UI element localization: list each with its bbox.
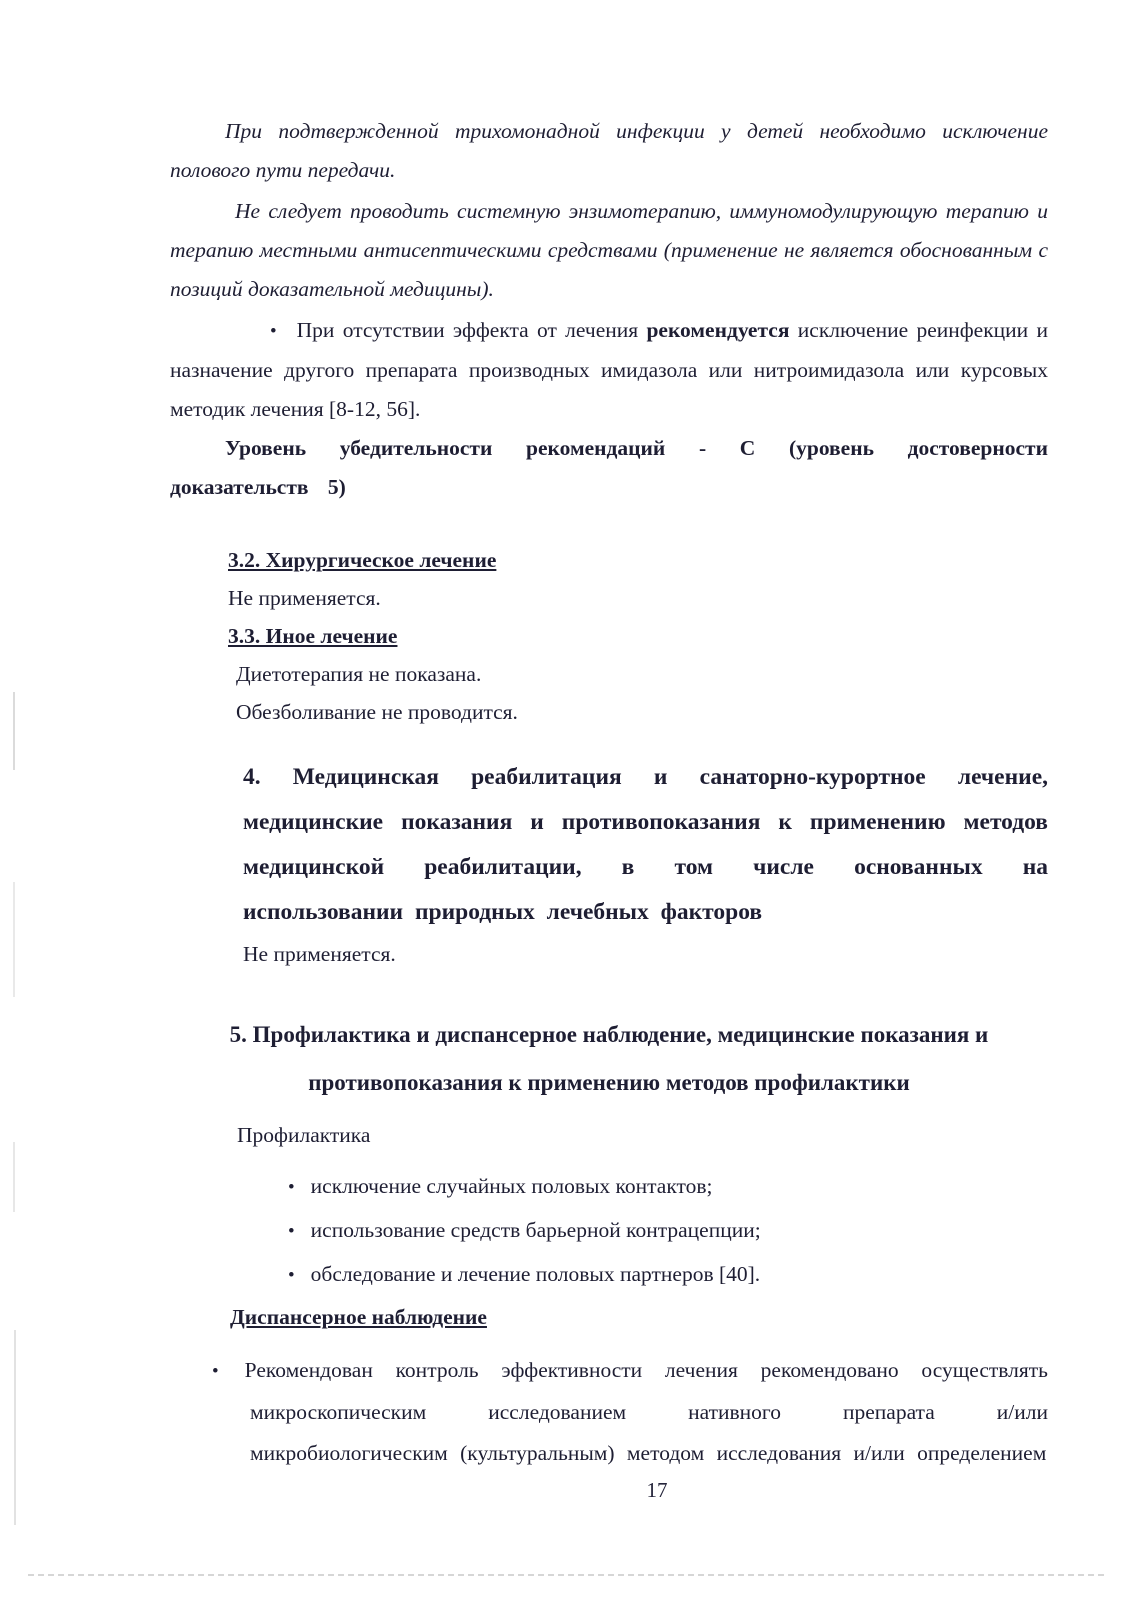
paragraph-transmission-exclusion: При подтвержденной трихомонадной инфекции у детей необходимо исключение полового пути передачи. xyxy=(170,119,1048,182)
bullet-icon: • xyxy=(212,1361,219,1382)
dispensary-observation-title: Диспансерное наблюдение xyxy=(230,1305,487,1329)
section-3-3-line-diet: Диетотерапия не показана. xyxy=(236,662,482,686)
scan-artifact-bottom-line xyxy=(28,1574,1104,1576)
section-5-title: 5. Профилактика и диспансерное наблюдение, медицинские показания и противопоказания к применению методов профилактики xyxy=(229,1022,989,1095)
scan-artifact-left-edge xyxy=(13,692,15,770)
prevention-item-partners xyxy=(288,1253,1048,1297)
bullet-icon: • xyxy=(270,321,277,342)
prevention-item-text: исключение случайных половых контактов; xyxy=(310,1174,713,1198)
recommendation-text-post: исключение реинфекции и назначение другого препарата производных имидазола или нитроимидазола или курсовых методик лечения [8-12, 56]. xyxy=(170,318,1048,421)
prevention-item-text: обследование и лечение половых партнеров [40]. xyxy=(310,1262,761,1286)
evidence-level-statement: Уровень убедительности рекомендаций - С (уровень достоверности доказательств 5) xyxy=(170,436,1048,499)
paragraph-enzyme-therapy: Не следует проводить системную энзимотерапию, иммуномодулирующую терапию и терапию местными антисептическими средствами (применение не является обоснованным с позиций доказательной медицины). xyxy=(170,199,1048,301)
bullet-icon: • xyxy=(288,1177,295,1198)
recommendation-text-pre: При отсутствии эффекта от лечения xyxy=(296,318,647,342)
section-3-3-line-analgesia: Обезболивание не проводится. xyxy=(236,700,518,724)
bullet-icon: • xyxy=(288,1221,295,1242)
prevention-item-contraception xyxy=(288,1209,1048,1253)
section-3-3-title: 3.3. Иное лечение xyxy=(228,624,398,648)
prevention-list xyxy=(170,1165,1048,1297)
prevention-item-text: использование средств барьерной контрацепции; xyxy=(310,1218,761,1242)
recommendation-keyword: рекомендуется xyxy=(646,318,790,342)
scan-artifact-left-edge xyxy=(13,882,15,997)
scan-artifact-left-edge xyxy=(14,1330,16,1525)
prophylaxis-label: Профилактика xyxy=(237,1123,371,1147)
scan-artifact-left-edge xyxy=(13,1142,15,1212)
bullet-icon: • xyxy=(288,1265,295,1286)
prevention-item-contacts xyxy=(288,1165,1048,1209)
dispensary-recommendation-text: Рекомендован контроль эффективности лечения рекомендовано осуществлять микроскопическим исследованием нативного препарата и/или микробиологическим (культуральным) методом исследования и/или определением xyxy=(244,1358,1048,1465)
paragraph-recommendation xyxy=(170,311,1048,429)
section-3-2-title: 3.2. Хирургическое лечение xyxy=(228,548,497,572)
section-4-body: Не применяется. xyxy=(243,942,396,966)
section-4-title: 4. Медицинская реабилитация и санаторно-курортное лечение, медицинские показания и противопоказания к применению методов медицинской реабилитации, в том числе основанных на использовании природных лечебных факторов xyxy=(243,764,1048,925)
document-content xyxy=(170,0,1048,1496)
dispensary-recommendation xyxy=(170,1350,1048,1474)
section-3-2-body: Не применяется. xyxy=(228,586,381,610)
page-number: 17 xyxy=(646,1478,668,1502)
